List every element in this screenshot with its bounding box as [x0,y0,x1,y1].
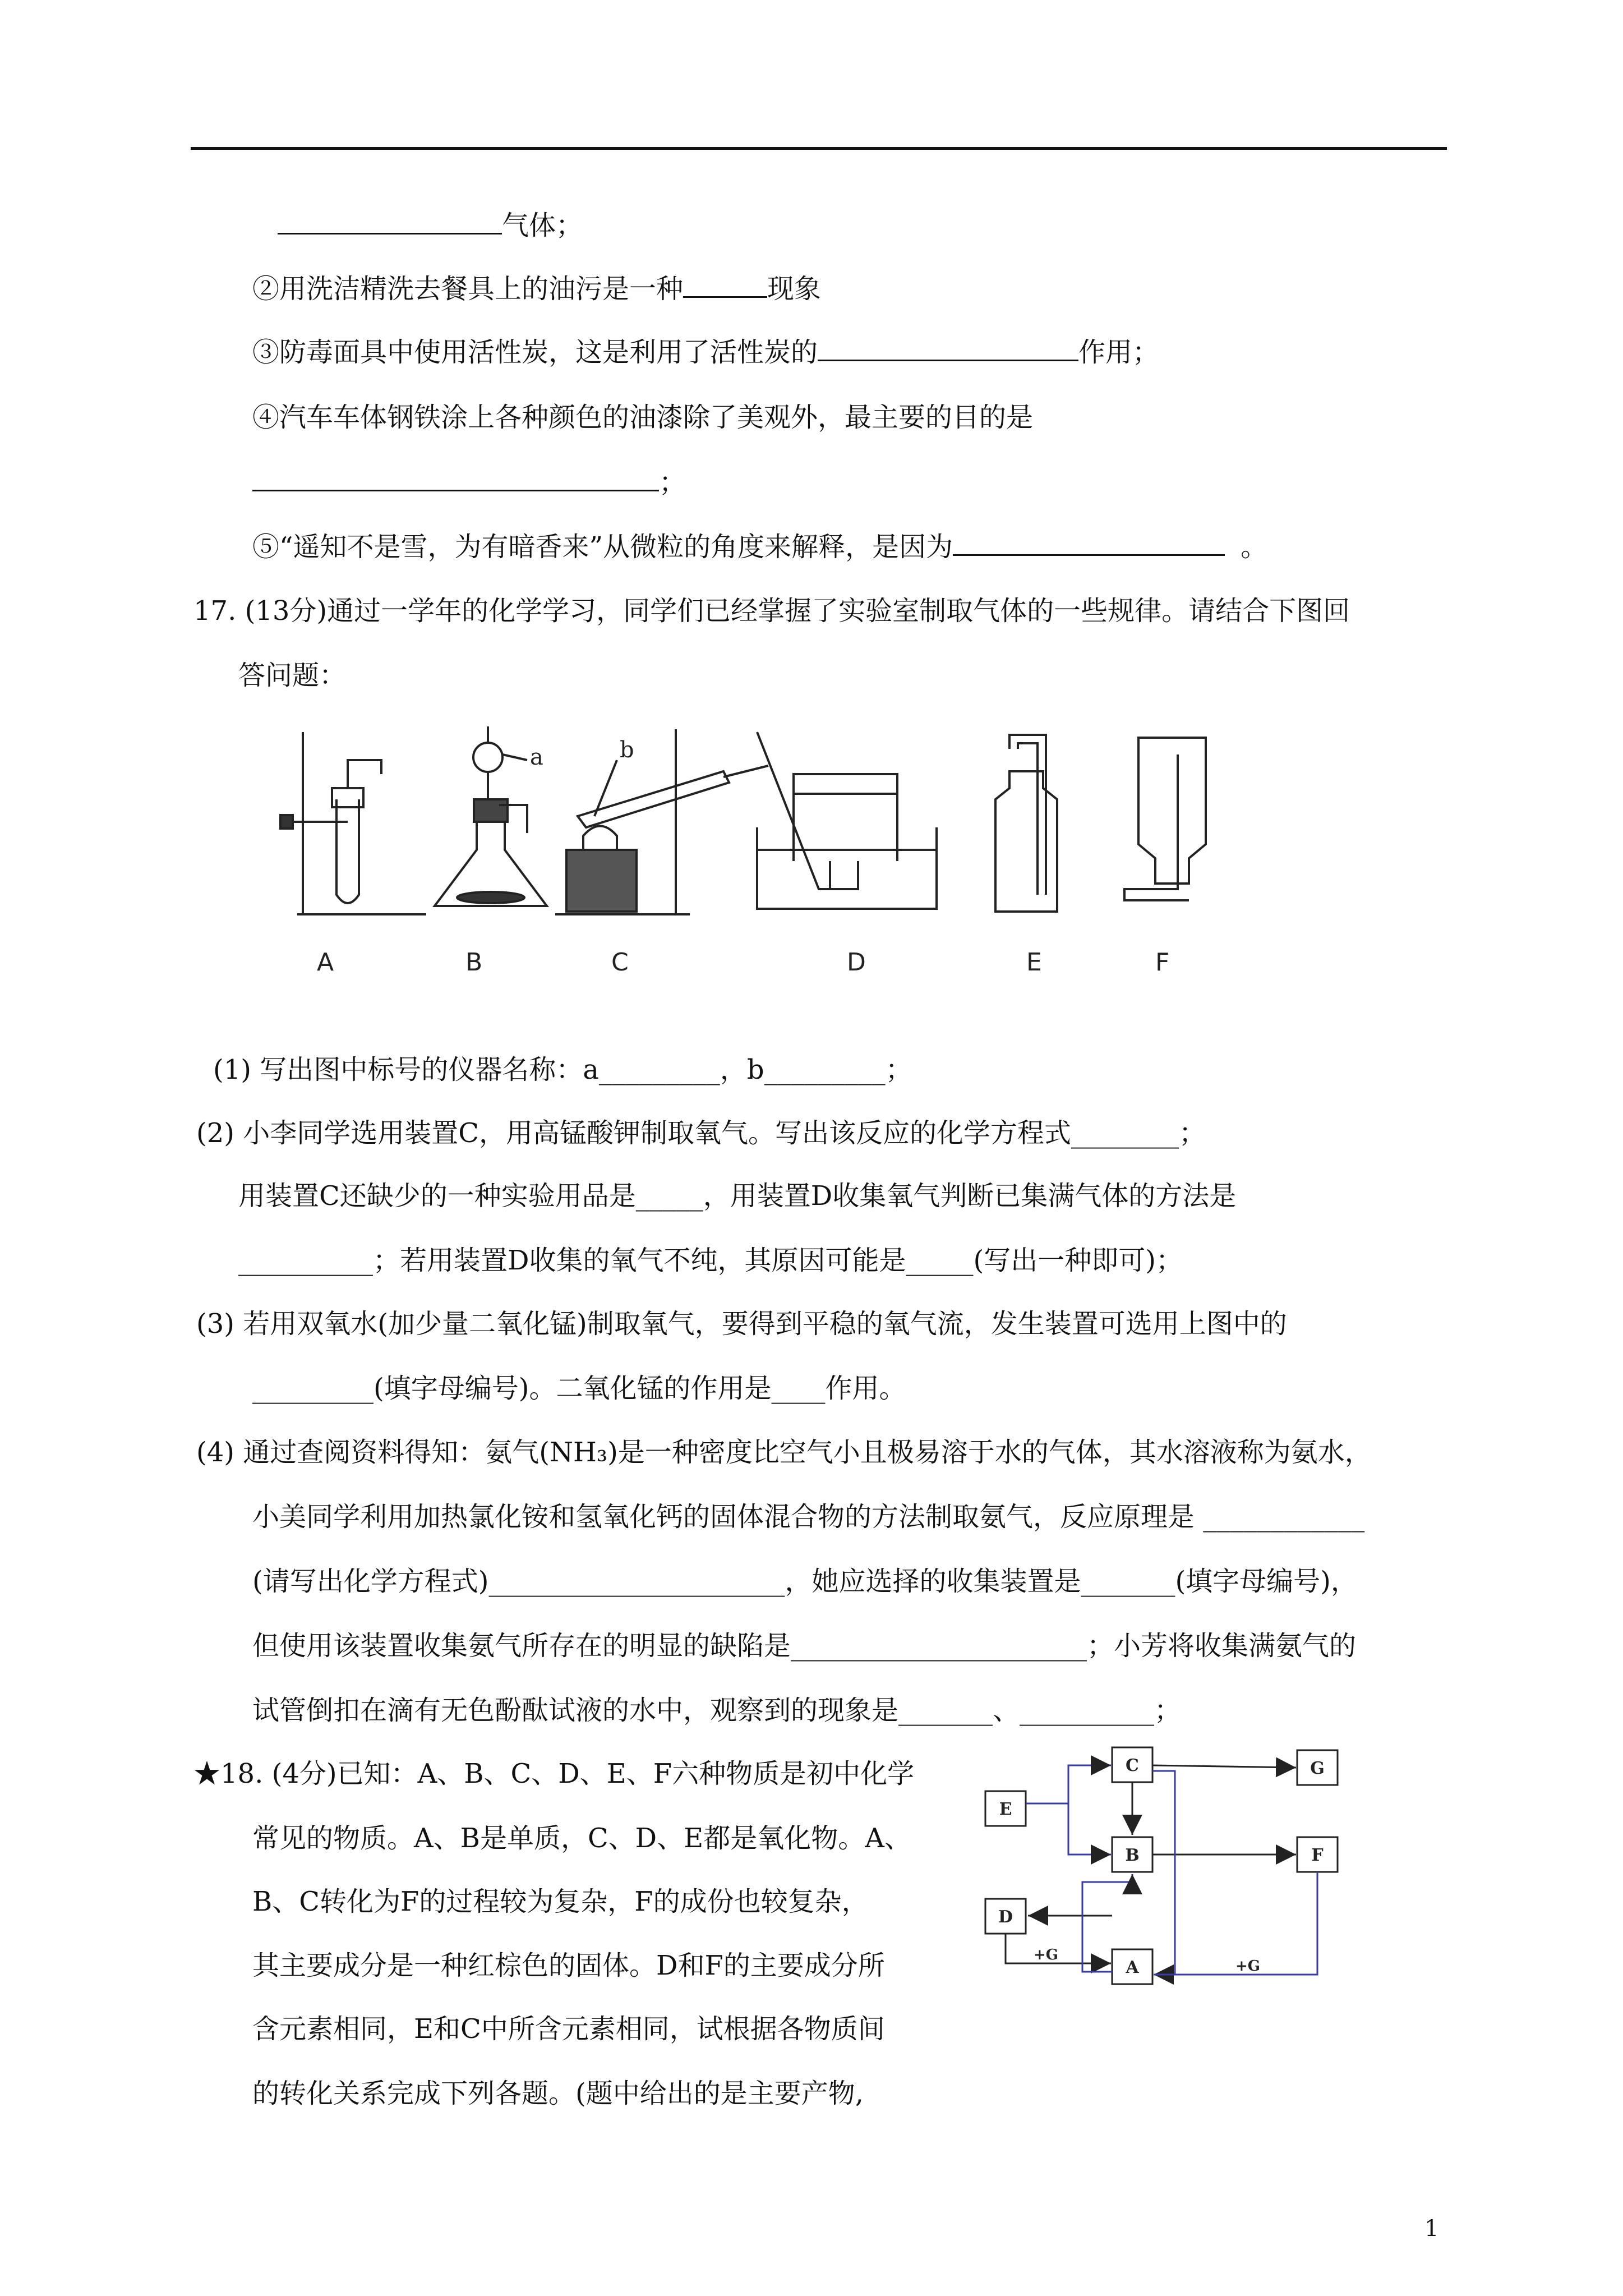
node-e: E [999,1800,1012,1819]
question-17-stem-cont: 答问题： [238,660,347,691]
page-number: 1 [1424,2216,1439,2242]
line-gas: 气体； [278,208,583,243]
label-c: C [611,948,629,977]
transformation-flowchart [979,1742,1349,2011]
line-paint: ④汽车车体钢铁涂上各种颜色的油漆除了美观外，最主要的目的是 [252,402,1034,433]
line-poem: ⑤“遥知不是雪，为有暗香来”从微粒的角度来解释，是因为 。 [252,529,1267,565]
node-g: G [1310,1759,1325,1778]
edge-label-right: +G [1235,1958,1260,1975]
edge-label-left: +G [1034,1947,1058,1963]
part-2-cont: 用装置C还缺少的一种实验用品是_____，用装置D收集氧气判断已集满气体的方法是 [238,1180,1237,1212]
answer-blank [953,530,1225,556]
node-f: F [1311,1846,1324,1865]
answer-blank [818,335,1078,361]
apparatus-a [280,732,426,914]
apparatus-e [995,735,1057,912]
apparatus-f [1124,738,1206,900]
part-4-cont2: (请写出化学方程式)______________________，她应选择的收集装置是_______(填字母编号)， [252,1566,1358,1597]
part-2-cont2: __________；若用装置D收集的氧气不纯，其原因可能是_____(写出一种即可)； [238,1245,1183,1276]
part-3-cont: _________(填字母编号)。二氧化锰的作用是____作用。 [252,1373,906,1404]
part-2: (2) 小李同学选用装置C，用高锰酸钾制取氧气。写出该反应的化学方程式________； [196,1117,1206,1149]
question-17-stem: 17. (13分)通过一学年的化学学习，同学们已经掌握了实验室制取气体的一些规律。请结合下图回 [193,595,1350,627]
mark-a: a [530,744,543,770]
label-f: F [1155,948,1170,977]
question-18-line2: 常见的物质。A、B是单质，C、D、E都是氧化物。A、 [252,1823,911,1854]
question-18-line6: 的转化关系完成下列各题。(题中给出的是主要产物, [252,2078,864,2109]
line-charcoal: ③防毒面具中使用活性炭，这是利用了活性炭的 作用； [252,334,1159,370]
flow-blue-arrows [1026,1765,1317,1975]
part-4-cont: 小美同学利用加热氯化铵和氢氧化钙的固体混合物的方法制取氨气，反应原理是 ____________ [252,1501,1365,1533]
question-18-stem: ★18. (4分)已知：A、B、C、D、E、F六种物质是初中化学 [193,1758,915,1789]
node-d: D [998,1907,1013,1927]
line-paint-answer: ； [252,464,686,500]
part-1: (1) 写出图中标号的仪器名称：a_________，b_________； [213,1054,912,1085]
answer-blank [683,272,767,298]
question-18-line3: B、C转化为F的过程较为复杂，F的成份也较复杂， [252,1886,869,1917]
question-18-line5: 含元素相同，E和C中所含元素相同，试根据各物质间 [252,2013,885,2045]
answer-blank [278,208,502,234]
line-detergent: ②用洗洁精洗去餐具上的油污是一种 现象 [252,271,821,307]
label-b: B [465,948,483,977]
label-d: D [847,948,866,977]
label-e: E [1026,948,1042,977]
node-a: A [1126,1958,1139,1977]
label-a: A [317,948,334,977]
header-rule [191,147,1447,150]
apparatus-d [757,732,937,909]
apparatus-figure [264,721,1228,990]
node-b: B [1125,1846,1140,1865]
part-4: (4) 通过查阅资料得知：氨气(NH₃)是一种密度比空气小且极易溶于水的气体，其水溶液称为氨水， [196,1437,1372,1468]
answer-blank [252,465,659,491]
mark-b: b [620,737,634,763]
part-4-cont3: 但使用该装置收集氨气所存在的明显的缺陷是______________________；小芳将收集满氨气的 [252,1630,1357,1662]
question-18-line4: 其主要成分是一种红棕色的固体。D和F的主要成分所 [252,1950,885,1981]
part-3: (3) 若用双氧水(加少量二氧化锰)制取氧气，要得到平稳的氧气流，发生装置可选用上图中的 [196,1308,1287,1340]
apparatus-c [555,729,768,914]
part-4-cont4: 试管倒扣在滴有无色酚酞试液的水中，观察到的现象是_______、__________； [252,1695,1182,1726]
node-c: C [1126,1756,1139,1775]
